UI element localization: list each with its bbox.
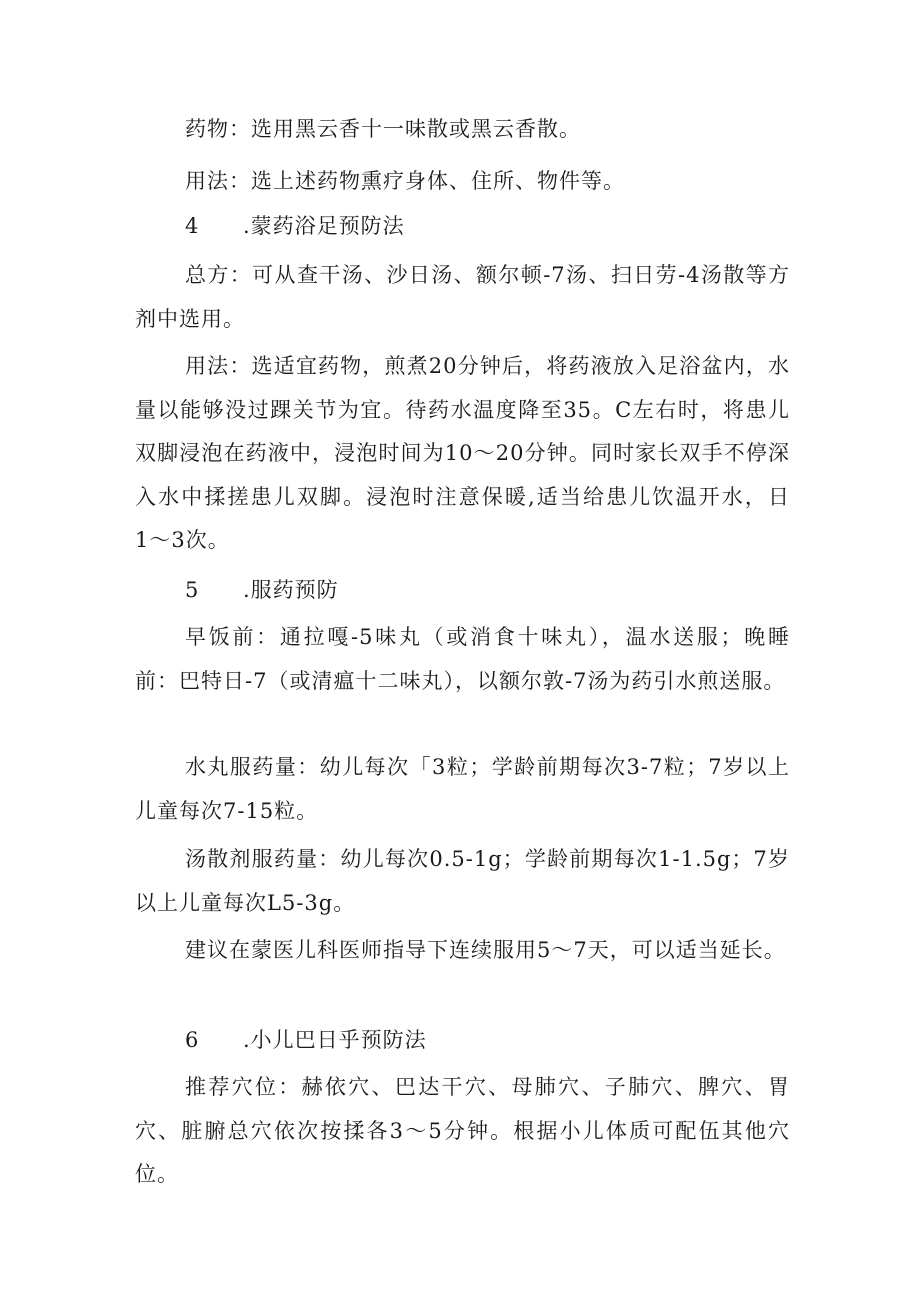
paragraph-general-formula: 总方：可从查干汤、沙日汤、额尔顿-7汤、扫日劳-4汤散等方剂中选用。: [135, 263, 790, 331]
paragraph-pill-dosage: 水丸服药量：幼儿每次「3粒；学龄前期每次3-7粒；7岁以上儿童每次7-15粒。: [135, 755, 790, 823]
paragraph-usage-footbath: 用法：选适宜药物，煎煮20分钟后，将药液放入足浴盆内，水量以能够没过踝关节为宜。待药水温度降至35。C左右时，将患儿双脚浸泡在药液中，浸泡时间为10〜20分钟。同时家长双手不停深入水中揉搓患儿双脚。浸泡时注意保暖,适当给患儿饮温开水，日1〜3次。: [135, 354, 790, 552]
heading-title: .小儿巴日乎预防法: [243, 1028, 427, 1052]
heading-number: 5: [185, 578, 200, 602]
paragraph-usage-fumigation: 用法：选上述药物熏疗身体、住所、物件等。: [185, 169, 625, 193]
heading-number: 6: [185, 1028, 200, 1052]
paragraph-medicine: 药物：选用黑云香十一味散或黑云香散。: [185, 117, 581, 141]
heading-title: .服药预防: [243, 578, 339, 602]
paragraph-dosing-schedule: 早饭前：通拉嘎-5味丸（或消食十味丸），温水送服；晚睡前：巴特日-7（或清瘟十二味丸），以额尔敦-7汤为药引水煎送服。: [135, 625, 790, 693]
heading-section-4: [185, 205, 405, 249]
heading-title: .蒙药浴足预防法: [243, 214, 405, 238]
paragraph-acupoints: 推荐穴位：赫依穴、巴达干穴、母肺穴、子肺穴、脾穴、胃穴、脏腑总穴依次按揉各3〜5分钟。根据小儿体质可配伍其他穴位。: [135, 1075, 790, 1186]
paragraph-powder-dosage: 汤散剂服药量：幼儿每次0.5-1g；学龄前期每次1-1.5g；7岁以上儿童每次L5-3g。: [135, 847, 790, 915]
paragraph-recommendation: 建议在蒙医儿科医师指导下连续服用5〜7天，可以适当延长。: [185, 938, 786, 962]
heading-number: 4: [185, 214, 200, 238]
heading-section-5: [185, 569, 339, 613]
heading-section-6: [185, 1019, 427, 1063]
